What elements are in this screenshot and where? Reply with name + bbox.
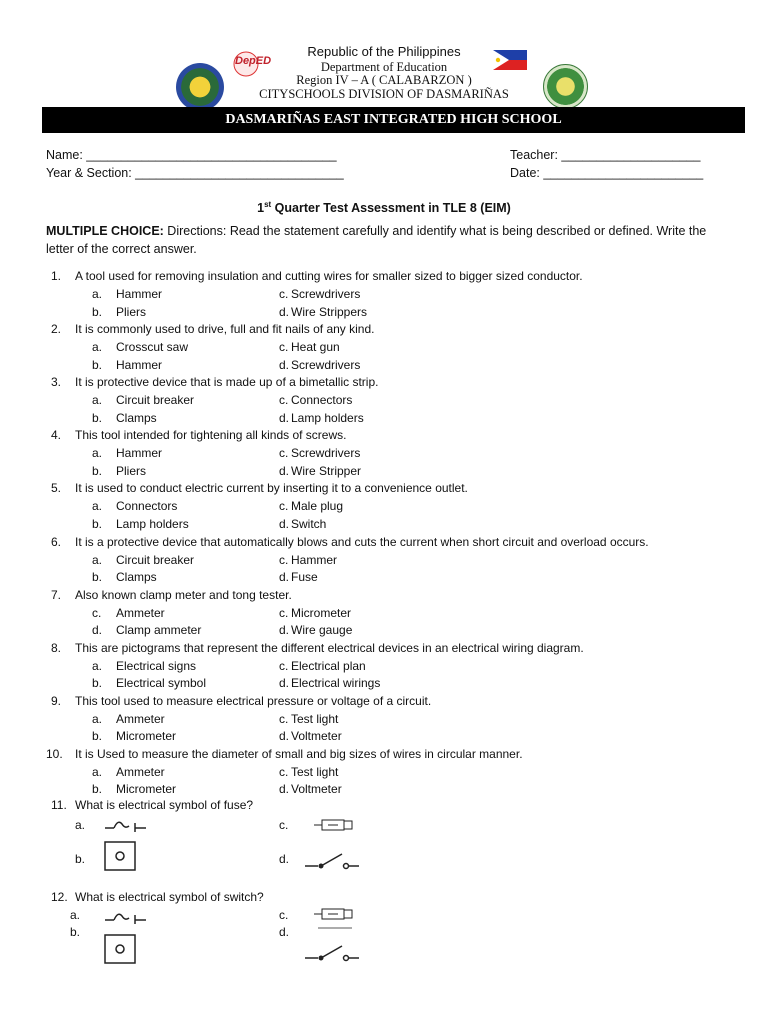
question-8-number: 8. (51, 640, 62, 655)
question-8-text: This are pictograms that represent the different electrical devices in an electrical wiring diagram. (75, 640, 584, 655)
question-2-option-3-text[interactable]: Hammer (116, 357, 163, 372)
question-10-option-2-letter[interactable]: c. (279, 764, 289, 779)
school-name-banner: DASMARIÑAS EAST INTEGRATED HIGH SCHOOL (42, 107, 745, 133)
question-6-option-1-letter[interactable]: a. (92, 552, 103, 567)
question-8-option-2-text[interactable]: Electrical plan (291, 658, 366, 673)
question-1-option-2-text[interactable]: Screwdrivers (291, 287, 361, 301)
question-10-option-4-text[interactable]: Voltmeter (291, 782, 342, 797)
question-6-option-1-text[interactable]: Circuit breaker (116, 552, 195, 567)
question-4-option-1-text[interactable]: Hammer (116, 446, 163, 461)
question-2-option-2-letter[interactable]: c. (279, 340, 289, 355)
question-4-option-3-text[interactable]: Pliers (116, 463, 147, 478)
question-3-option-3-text[interactable]: Clamps (116, 410, 157, 425)
question-8-option-3-text[interactable]: Electrical symbol (116, 676, 207, 691)
question-1-option-1-text[interactable]: Hammer (116, 287, 163, 301)
question-2-text: It is commonly used to drive, full and fit nails of any kind. (75, 322, 375, 337)
republic-heading: Republic of the Philippines (307, 44, 461, 59)
question-9-option-4-letter[interactable]: d. (279, 729, 290, 744)
q12-number: 12. (51, 890, 68, 904)
q11-option-a-letter[interactable]: a. (75, 818, 86, 832)
q12-option-b-letter[interactable]: b. (70, 925, 81, 939)
q11-option-b-letter[interactable]: b. (75, 852, 86, 866)
question-2-option-1-letter[interactable]: a. (92, 340, 103, 355)
question-10-option-1-letter[interactable]: a. (92, 764, 103, 779)
question-5-option-1-letter[interactable]: a. (92, 499, 103, 514)
question-4-option-1-letter[interactable]: a. (92, 446, 103, 461)
question-9-number: 9. (51, 693, 62, 708)
question-5-option-4-letter[interactable]: d. (279, 516, 290, 531)
question-9-option-4-text[interactable]: Voltmeter (291, 729, 342, 744)
q11-option-c-letter[interactable]: c. (279, 818, 289, 832)
question-9-text: This tool used to measure electrical pressure or voltage of a circuit. (75, 693, 432, 708)
question-2-number: 2. (51, 322, 62, 337)
division-heading: CITYSCHOOLS DIVISION OF DASMARIÑAS (259, 87, 509, 101)
question-3-number: 3. (51, 375, 62, 390)
question-3-option-3-letter[interactable]: b. (92, 410, 103, 425)
question-3-option-2-text[interactable]: Connectors (291, 393, 353, 408)
question-1-option-3-letter[interactable]: b. (92, 304, 103, 319)
question-9-option-2-text[interactable]: Test light (291, 711, 339, 726)
question-3-option-1-text[interactable]: Circuit breaker (116, 393, 195, 408)
q12-symbol-c (312, 906, 356, 930)
question-4-option-3-letter[interactable]: b. (92, 463, 103, 478)
question-8-option-4-letter[interactable]: d. (279, 676, 290, 691)
department-heading: Department of Education (320, 60, 448, 74)
question-7-option-4-text[interactable]: Wire gauge (291, 623, 353, 638)
question-10-option-1-text[interactable]: Ammeter (116, 764, 165, 779)
question-9-option-1-letter[interactable]: a. (92, 711, 103, 726)
question-9-option-2-letter[interactable]: c. (279, 711, 289, 726)
question-6-option-4-letter[interactable]: d. (279, 570, 290, 584)
question-4-number: 4. (51, 428, 62, 443)
deped-logo-text: DepED (235, 55, 272, 67)
question-7-option-1-letter[interactable]: c. (92, 605, 102, 620)
q12-text: What is electrical symbol of switch? (75, 890, 264, 904)
question-3-option-4-text[interactable]: Lamp holders (291, 410, 364, 425)
question-4-option-4-letter[interactable]: d. (279, 463, 290, 478)
question-10-text: It is Used to measure the diameter of small and big sizes of wires in circular manner. (75, 746, 523, 761)
directions (46, 223, 716, 258)
question-1-option-1-letter[interactable]: a. (92, 287, 103, 301)
question-7-number: 7. (51, 587, 62, 602)
q11-switch-symbol-d (304, 848, 360, 870)
question-1-option-2-letter[interactable]: c. (279, 287, 289, 301)
question-7-option-1-text[interactable]: Ammeter (116, 605, 165, 620)
question-6-text: It is a protective device that automatically blows and cuts the current when short circuit and overload occurs. (75, 534, 649, 549)
question-5-option-3-text[interactable]: Lamp holders (116, 516, 189, 531)
q11-option-d-letter[interactable]: d. (279, 852, 290, 866)
q12-option-d-letter[interactable]: d. (279, 925, 290, 939)
title-sup: st (264, 200, 272, 209)
q12-option-c-letter[interactable]: c. (279, 908, 289, 922)
question-4-option-2-text[interactable]: Screwdrivers (291, 446, 361, 461)
question-7-text: Also known clamp meter and tong tester. (75, 587, 292, 602)
teacher-field[interactable]: Teacher: ____________________ (510, 148, 701, 162)
question-6-number: 6. (51, 534, 62, 549)
question-2-option-2-text[interactable]: Heat gun (291, 340, 340, 355)
question-3-option-4-letter[interactable]: d. (279, 410, 290, 425)
q11-number: 11. (51, 798, 67, 812)
title-ordinal: 1 (257, 201, 265, 216)
q12-fuse-symbol-a (104, 910, 148, 926)
question-7-option-2-letter[interactable]: c. (279, 605, 289, 620)
question-3-option-2-letter[interactable]: c. (279, 393, 289, 408)
question-5-text: It is used to conduct electric current by inserting it to a convenience outlet. (75, 481, 468, 496)
question-5-option-2-text[interactable]: Male plug (291, 499, 344, 514)
question-10-number: 10. (46, 746, 63, 761)
question-2-option-4-text[interactable]: Screwdrivers (291, 357, 361, 372)
q12-switch-symbol-d (304, 940, 360, 962)
question-10-option-3-text[interactable]: Micrometer (116, 782, 177, 797)
question-7-option-2-text[interactable]: Micrometer (291, 605, 352, 620)
question-8-option-2-letter[interactable]: c. (279, 658, 289, 673)
question-9-option-1-text[interactable]: Ammeter (116, 711, 165, 726)
question-7-option-4-letter[interactable]: d. (279, 623, 290, 638)
question-10-option-2-text[interactable]: Test light (291, 764, 339, 779)
name-field[interactable]: Name: ____________________________________ (46, 148, 337, 162)
q12-symbol-b (104, 934, 136, 964)
question-8-option-4-text[interactable]: Electrical wirings (291, 676, 381, 691)
question-5-number: 5. (51, 481, 62, 496)
question-7-option-3-letter[interactable]: d. (92, 623, 103, 638)
question-1-number: 1. (51, 269, 62, 283)
question-10-option-3-letter[interactable]: b. (92, 782, 103, 797)
question-2-option-4-letter[interactable]: d. (279, 357, 290, 372)
question-7-option-3-text[interactable]: Clamp ammeter (116, 623, 202, 638)
question-4-option-2-letter[interactable]: c. (279, 446, 289, 461)
q11-symbol-b (104, 841, 136, 871)
question-4-text: This tool intended for tightening all kinds of screws. (75, 428, 347, 443)
question-4-option-4-text[interactable]: Wire Stripper (291, 463, 362, 478)
question-10-option-4-letter[interactable]: d. (279, 782, 290, 797)
region-heading: Region IV – A ( CALABARZON ) (296, 73, 472, 87)
question-2-option-3-letter[interactable]: b. (92, 357, 103, 372)
question-3-text: It is protective device that is made up of a bimetallic strip. (75, 375, 379, 390)
year-section-field[interactable]: Year & Section: ______________________________ (46, 166, 344, 180)
question-1-option-3-text[interactable]: Pliers (116, 304, 147, 319)
question-8-option-1-letter[interactable]: a. (92, 658, 103, 673)
q11-symbol-c (312, 817, 356, 833)
question-6-option-2-text[interactable]: Hammer (291, 552, 338, 567)
question-3-option-1-letter[interactable]: a. (92, 393, 103, 408)
test-title (0, 200, 768, 215)
question-6-option-2-letter[interactable]: c. (279, 552, 289, 567)
question-5-option-4-text[interactable]: Switch (291, 516, 327, 531)
q11-text: What is electrical symbol of fuse? (75, 798, 254, 812)
question-5-option-3-letter[interactable]: b. (92, 516, 103, 531)
date-field[interactable]: Date: _______________________ (510, 166, 704, 180)
question-8-option-3-letter[interactable]: b. (92, 676, 103, 691)
title-rest: Quarter Test Assessment in TLE 8 (EIM) (271, 201, 511, 216)
question-6-option-3-letter[interactable]: b. (92, 570, 103, 584)
question-9-option-3-letter[interactable]: b. (92, 729, 103, 744)
question-5-option-1-text[interactable]: Connectors (116, 499, 178, 514)
question-5-option-2-letter[interactable]: c. (279, 499, 289, 514)
question-8-option-1-text[interactable]: Electrical signs (116, 658, 197, 673)
question-2-option-1-text[interactable]: Crosscut saw (116, 340, 189, 355)
question-6-option-3-text[interactable]: Clamps (116, 570, 157, 584)
question-1-option-4-letter[interactable]: d. (279, 304, 290, 319)
question-1-text: A tool used for removing insulation and cutting wires for smaller sized to bigger sized conductor. (75, 269, 583, 283)
question-1-option-4-text[interactable]: Wire Strippers (291, 304, 368, 319)
directions-text: Directions: Read the statement carefully and identify what is being described or defined. Write the letter of the correct answer. (46, 224, 707, 256)
question-6-option-4-text[interactable]: Fuse (291, 570, 318, 584)
question-9-option-3-text[interactable]: Micrometer (116, 729, 177, 744)
q12-option-a-letter[interactable]: a. (70, 908, 81, 922)
directions-label: MULTIPLE CHOICE: (46, 224, 164, 238)
q11-fuse-symbol-a (104, 818, 148, 834)
